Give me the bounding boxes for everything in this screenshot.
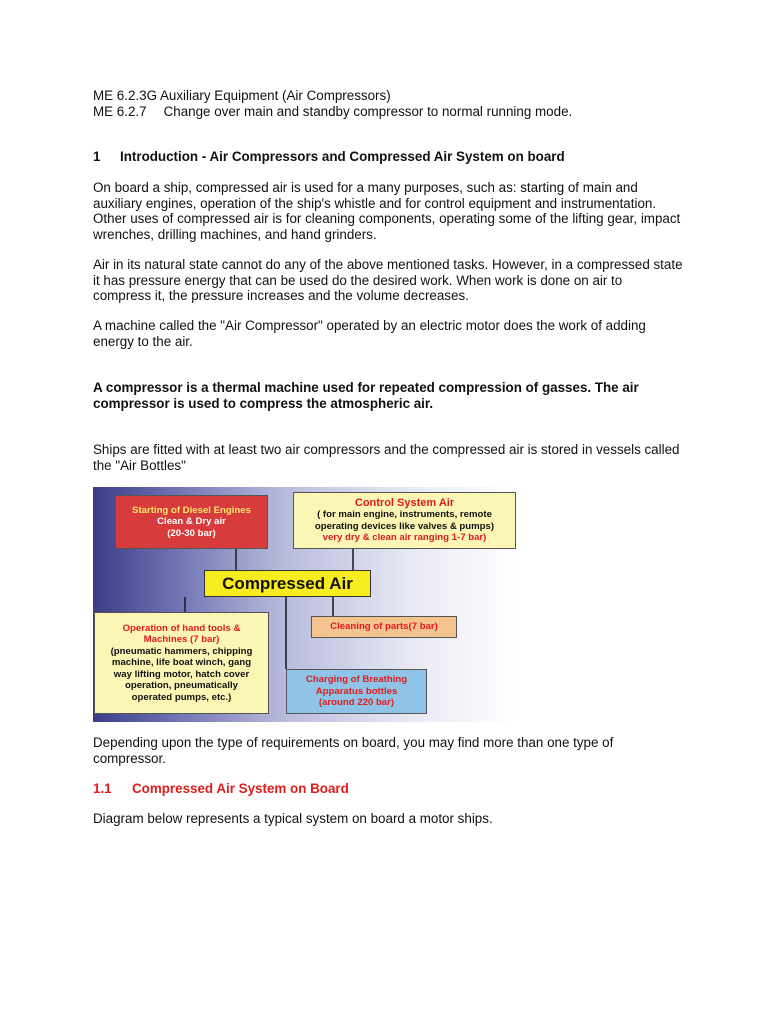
paragraph-4-text: A compressor is a thermal machine used for repeated compression of gasses. The air compressor is used to compress the atmospheric air. — [93, 380, 639, 411]
breathing-apparatus-box — [286, 669, 427, 714]
paragraph-7 — [93, 811, 683, 827]
center-label: Compressed Air — [222, 573, 353, 593]
diesel-starting-box — [115, 495, 268, 549]
paragraph-2 — [93, 257, 683, 304]
tools-line-4: machine, life boat winch, gang — [111, 657, 252, 669]
section-1-1-heading — [93, 781, 349, 796]
header-code: ME 6.2.7 — [93, 104, 147, 119]
tools-line-2: Machines (7 bar) — [143, 634, 220, 646]
paragraph-6-text: Depending upon the type of requirements on board, you may find more than one type of compressor. — [93, 735, 614, 766]
paragraph-3-text: A machine called the "Air Compressor" operated by an electric motor does the work of adding energy to the air. — [93, 318, 646, 349]
control-title: Control System Air — [354, 496, 455, 509]
paragraph-5-text: Ships are fitted with at least two air compressors and the compressed air is stored in vessels called the "Air Bottles" — [93, 442, 680, 473]
tools-line-5: way lifting motor, hatch cover — [113, 668, 250, 680]
breathing-line-1: Charging of Breathing — [305, 674, 408, 686]
tools-line-6: operation, pneumatically — [124, 680, 239, 692]
header-line-1 — [93, 88, 391, 104]
section-1-number: 1 — [93, 149, 101, 164]
section-1-1-title: Compressed Air System on Board — [132, 781, 349, 796]
breathing-line-3: (around 220 bar) — [318, 697, 395, 709]
section-1-title: Introduction - Air Compressors and Compressed Air System on board — [120, 149, 565, 164]
cleaning-parts-box — [311, 616, 457, 638]
compressed-air-diagram — [93, 487, 518, 722]
control-system-box — [293, 492, 516, 549]
breathing-line-2: Apparatus bottles — [315, 685, 398, 697]
control-line-2: ( for main engine, instruments, remote — [317, 509, 492, 520]
paragraph-6 — [93, 735, 683, 766]
control-line-3: operating devices like valves & pumps) — [314, 520, 495, 532]
header-title: ME 6.2.3G Auxiliary Equipment (Air Compressors) — [93, 88, 391, 103]
hand-tools-box — [94, 612, 269, 714]
tools-line-7: operated pumps, etc.) — [131, 691, 232, 703]
control-line-4: very dry & clean air ranging 1-7 bar) — [322, 532, 487, 543]
header-subtitle: Change over main and standby compressor to normal running mode. — [163, 104, 573, 119]
paragraph-3 — [93, 318, 683, 349]
paragraph-1-text: On board a ship, compressed air is used for a many purposes, such as: starting of main and auxiliary engines, operation of the ship's whistle and for control equipment and instrumentation. Other uses of compressed air is for cleaning components, operating some of the lifting gear, impact wrenches, drilling machines, and hand grinders. — [93, 180, 681, 242]
paragraph-5 — [93, 442, 683, 473]
header-line-2 — [93, 104, 572, 120]
diesel-line-3: (20-30 bar) — [167, 527, 216, 539]
diesel-line-2: Clean & Dry air — [157, 516, 226, 528]
paragraph-7-text: Diagram below represents a typical system on board a motor ships. — [93, 811, 493, 826]
paragraph-2-text: Air in its natural state cannot do any of the above mentioned tasks. However, in a compressed state it has pressure energy that can be used do the desired work. When work is done on air to compress it, the pressure increases and the volume decreases. — [93, 257, 683, 303]
diesel-title: Starting of Diesel Engines — [132, 504, 251, 516]
tools-line-1: Operation of hand tools & — [122, 622, 241, 634]
paragraph-1 — [93, 180, 683, 242]
cleaning-label: Cleaning of parts(7 bar) — [330, 621, 438, 633]
section-1-1-number: 1.1 — [93, 781, 112, 796]
compressed-air-center-box — [204, 570, 371, 597]
paragraph-4-bold — [93, 380, 683, 411]
section-1-heading — [93, 149, 565, 164]
tools-line-3: (pneumatic hammers, chipping — [110, 645, 253, 657]
